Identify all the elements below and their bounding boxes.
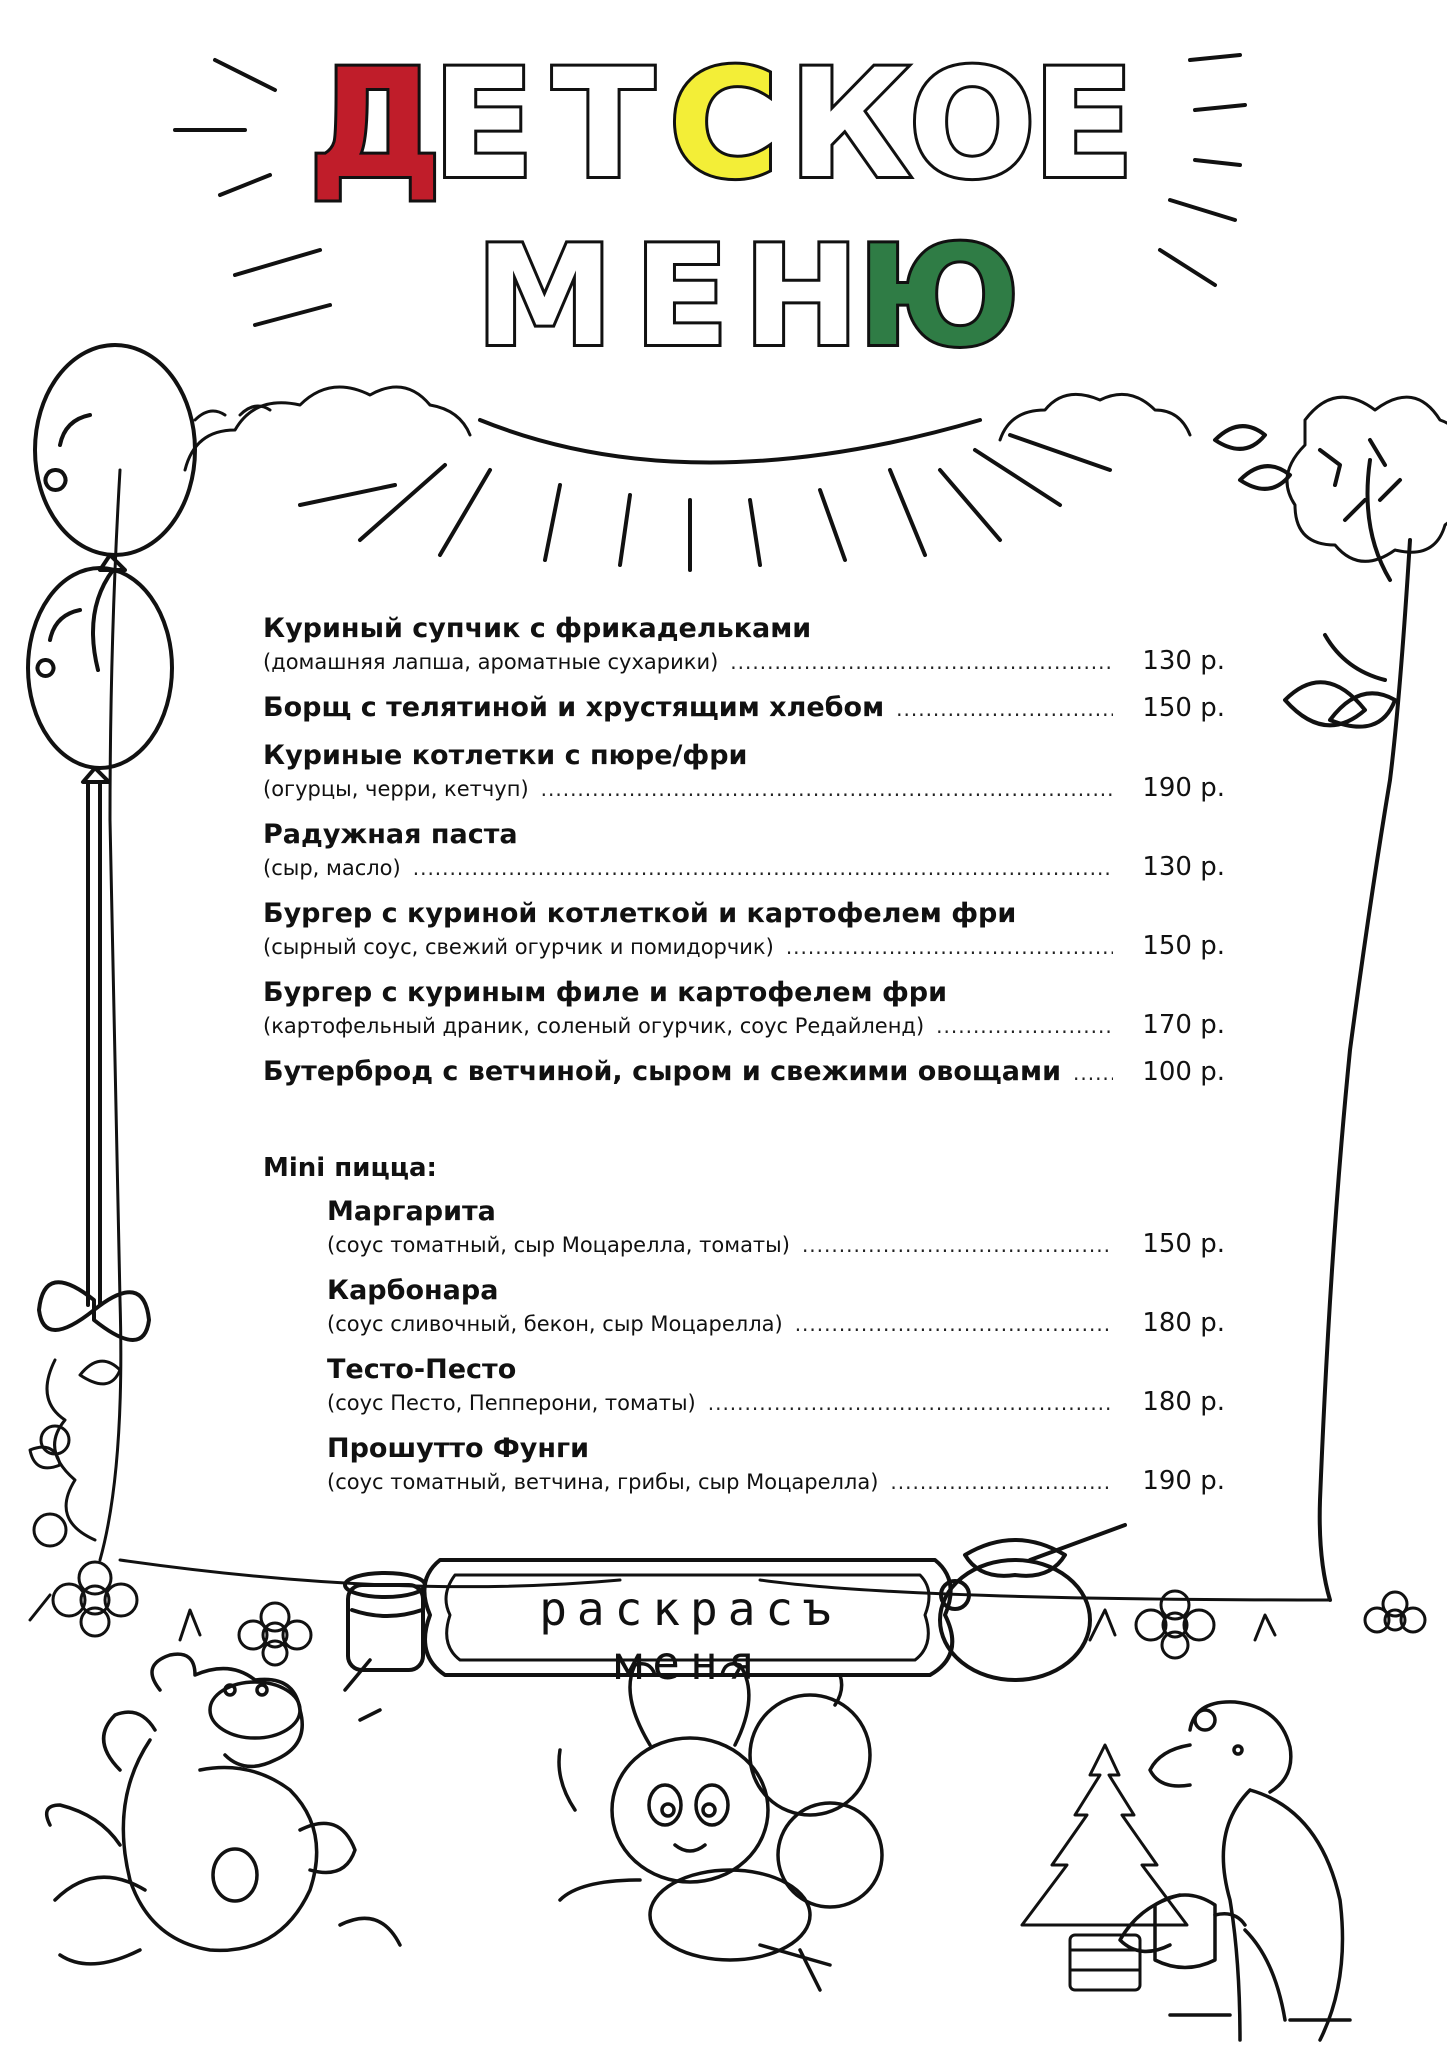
dot-leader bbox=[541, 777, 1113, 801]
title-letter: Т bbox=[552, 38, 655, 212]
pizza-item-price: 180 р. bbox=[1142, 1308, 1225, 1338]
dot-leader bbox=[802, 1233, 1113, 1257]
title-line-1 bbox=[0, 38, 1447, 212]
title-letter: Н bbox=[743, 216, 859, 377]
pizza-item-description: (соус томатный, ветчина, грибы, сыр Моцарелла) bbox=[327, 1470, 879, 1494]
pizza-item-price: 150 р. bbox=[1142, 1229, 1225, 1259]
dot-leader bbox=[896, 697, 1113, 721]
menu-item-description: (домашняя лапша, ароматные сухарики) bbox=[263, 650, 719, 674]
pizza-item-name: Маргарита bbox=[327, 1196, 496, 1227]
menu-item-price: 170 р. bbox=[1142, 1010, 1225, 1040]
title-letter: О bbox=[908, 38, 1037, 212]
dot-leader bbox=[795, 1312, 1113, 1336]
menu-item bbox=[263, 612, 1225, 677]
pizza-item bbox=[327, 1353, 1225, 1418]
title-letter: Е bbox=[1032, 38, 1135, 212]
menu-item bbox=[263, 976, 1225, 1041]
pizza-item-price: 190 р. bbox=[1142, 1466, 1225, 1496]
pizza-item-name: Прошутто Фунги bbox=[327, 1433, 590, 1464]
title-letter: Ю bbox=[857, 216, 1020, 377]
hippo-icon bbox=[47, 1654, 400, 1964]
menu-item-name: Борщ с телятиной и хрустящим хлебом bbox=[263, 692, 885, 723]
menu-item-name: Радужная паста bbox=[263, 819, 518, 850]
menu-item bbox=[263, 897, 1225, 962]
menu-item-price: 130 р. bbox=[1142, 852, 1225, 882]
menu-item-name: Куриные котлетки с пюре/фри bbox=[263, 740, 748, 771]
coloring-label: раскрасъ меня bbox=[539, 1582, 841, 1690]
menu-item-description: (сырный соус, свежий огурчик и помидорчик) bbox=[263, 935, 774, 959]
dot-leader bbox=[413, 856, 1113, 880]
honey-pot bbox=[940, 1525, 1125, 1680]
title-letter: М bbox=[475, 216, 614, 377]
pizza-item-description: (соус сливочный, бекон, сыр Моцарелла) bbox=[327, 1312, 783, 1336]
pizza-item bbox=[327, 1195, 1225, 1260]
dot-leader bbox=[1073, 1061, 1113, 1085]
bear-icon bbox=[1120, 1702, 1350, 2040]
menu-list bbox=[263, 612, 1225, 1511]
dot-leader bbox=[936, 1014, 1113, 1038]
pizza-item bbox=[327, 1274, 1225, 1339]
menu-item-price: 100 р. bbox=[1142, 1057, 1225, 1087]
pizza-item-name: Тесто-Песто bbox=[327, 1354, 517, 1385]
menu-item bbox=[263, 1055, 1225, 1089]
menu-item-price: 130 р. bbox=[1142, 646, 1225, 676]
title-letter: К bbox=[788, 38, 912, 212]
menu-item-description: (картофельный драник, соленый огурчик, соус Редайленд) bbox=[263, 1014, 925, 1038]
pizza-item-price: 180 р. bbox=[1142, 1387, 1225, 1417]
menu-item-description: (огурцы, черри, кетчуп) bbox=[263, 777, 529, 801]
pizza-item-description: (соус томатный, сыр Моцарелла, томаты) bbox=[327, 1233, 790, 1257]
menu-item-name: Бутерброд с ветчиной, сыром и свежими овощами bbox=[263, 1056, 1061, 1087]
title-line-2 bbox=[15, 216, 1447, 377]
menu-item-description: (сыр, масло) bbox=[263, 856, 401, 880]
bushes-top bbox=[185, 387, 1190, 470]
bee-icon bbox=[559, 1664, 882, 1990]
menu-item-price: 150 р. bbox=[1142, 931, 1225, 961]
title-letter: Д bbox=[308, 38, 443, 212]
dot-leader bbox=[708, 1391, 1113, 1415]
menu-item-name: Бургер с куриной котлеткой и картофелем фри bbox=[263, 898, 1017, 929]
tree bbox=[1215, 397, 1447, 1600]
pizza-item-description: (соус Песто, Пепперони, томаты) bbox=[327, 1391, 696, 1415]
menu-item bbox=[263, 691, 1225, 725]
dot-leader bbox=[786, 935, 1113, 959]
title-letter: Е bbox=[634, 216, 729, 377]
pizza-item-name: Карбонара bbox=[327, 1275, 499, 1306]
menu-item bbox=[263, 739, 1225, 804]
menu-item-price: 190 р. bbox=[1142, 773, 1225, 803]
title-letter: Е bbox=[432, 38, 535, 212]
dot-leader bbox=[890, 1470, 1113, 1494]
menu-item bbox=[263, 818, 1225, 883]
title-letter: С bbox=[668, 38, 779, 212]
honey-jar bbox=[345, 1573, 425, 1670]
pizza-section-title: Mini пицца: bbox=[263, 1153, 437, 1183]
menu-item-price: 150 р. bbox=[1142, 693, 1225, 723]
menu-item-name: Бургер с куриным филе и картофелем фри bbox=[263, 977, 948, 1008]
left-vine bbox=[30, 470, 121, 1560]
pizza-item bbox=[327, 1432, 1225, 1497]
menu-item-name: Куриный супчик с фрикадельками bbox=[263, 613, 812, 644]
dot-leader bbox=[730, 650, 1113, 674]
